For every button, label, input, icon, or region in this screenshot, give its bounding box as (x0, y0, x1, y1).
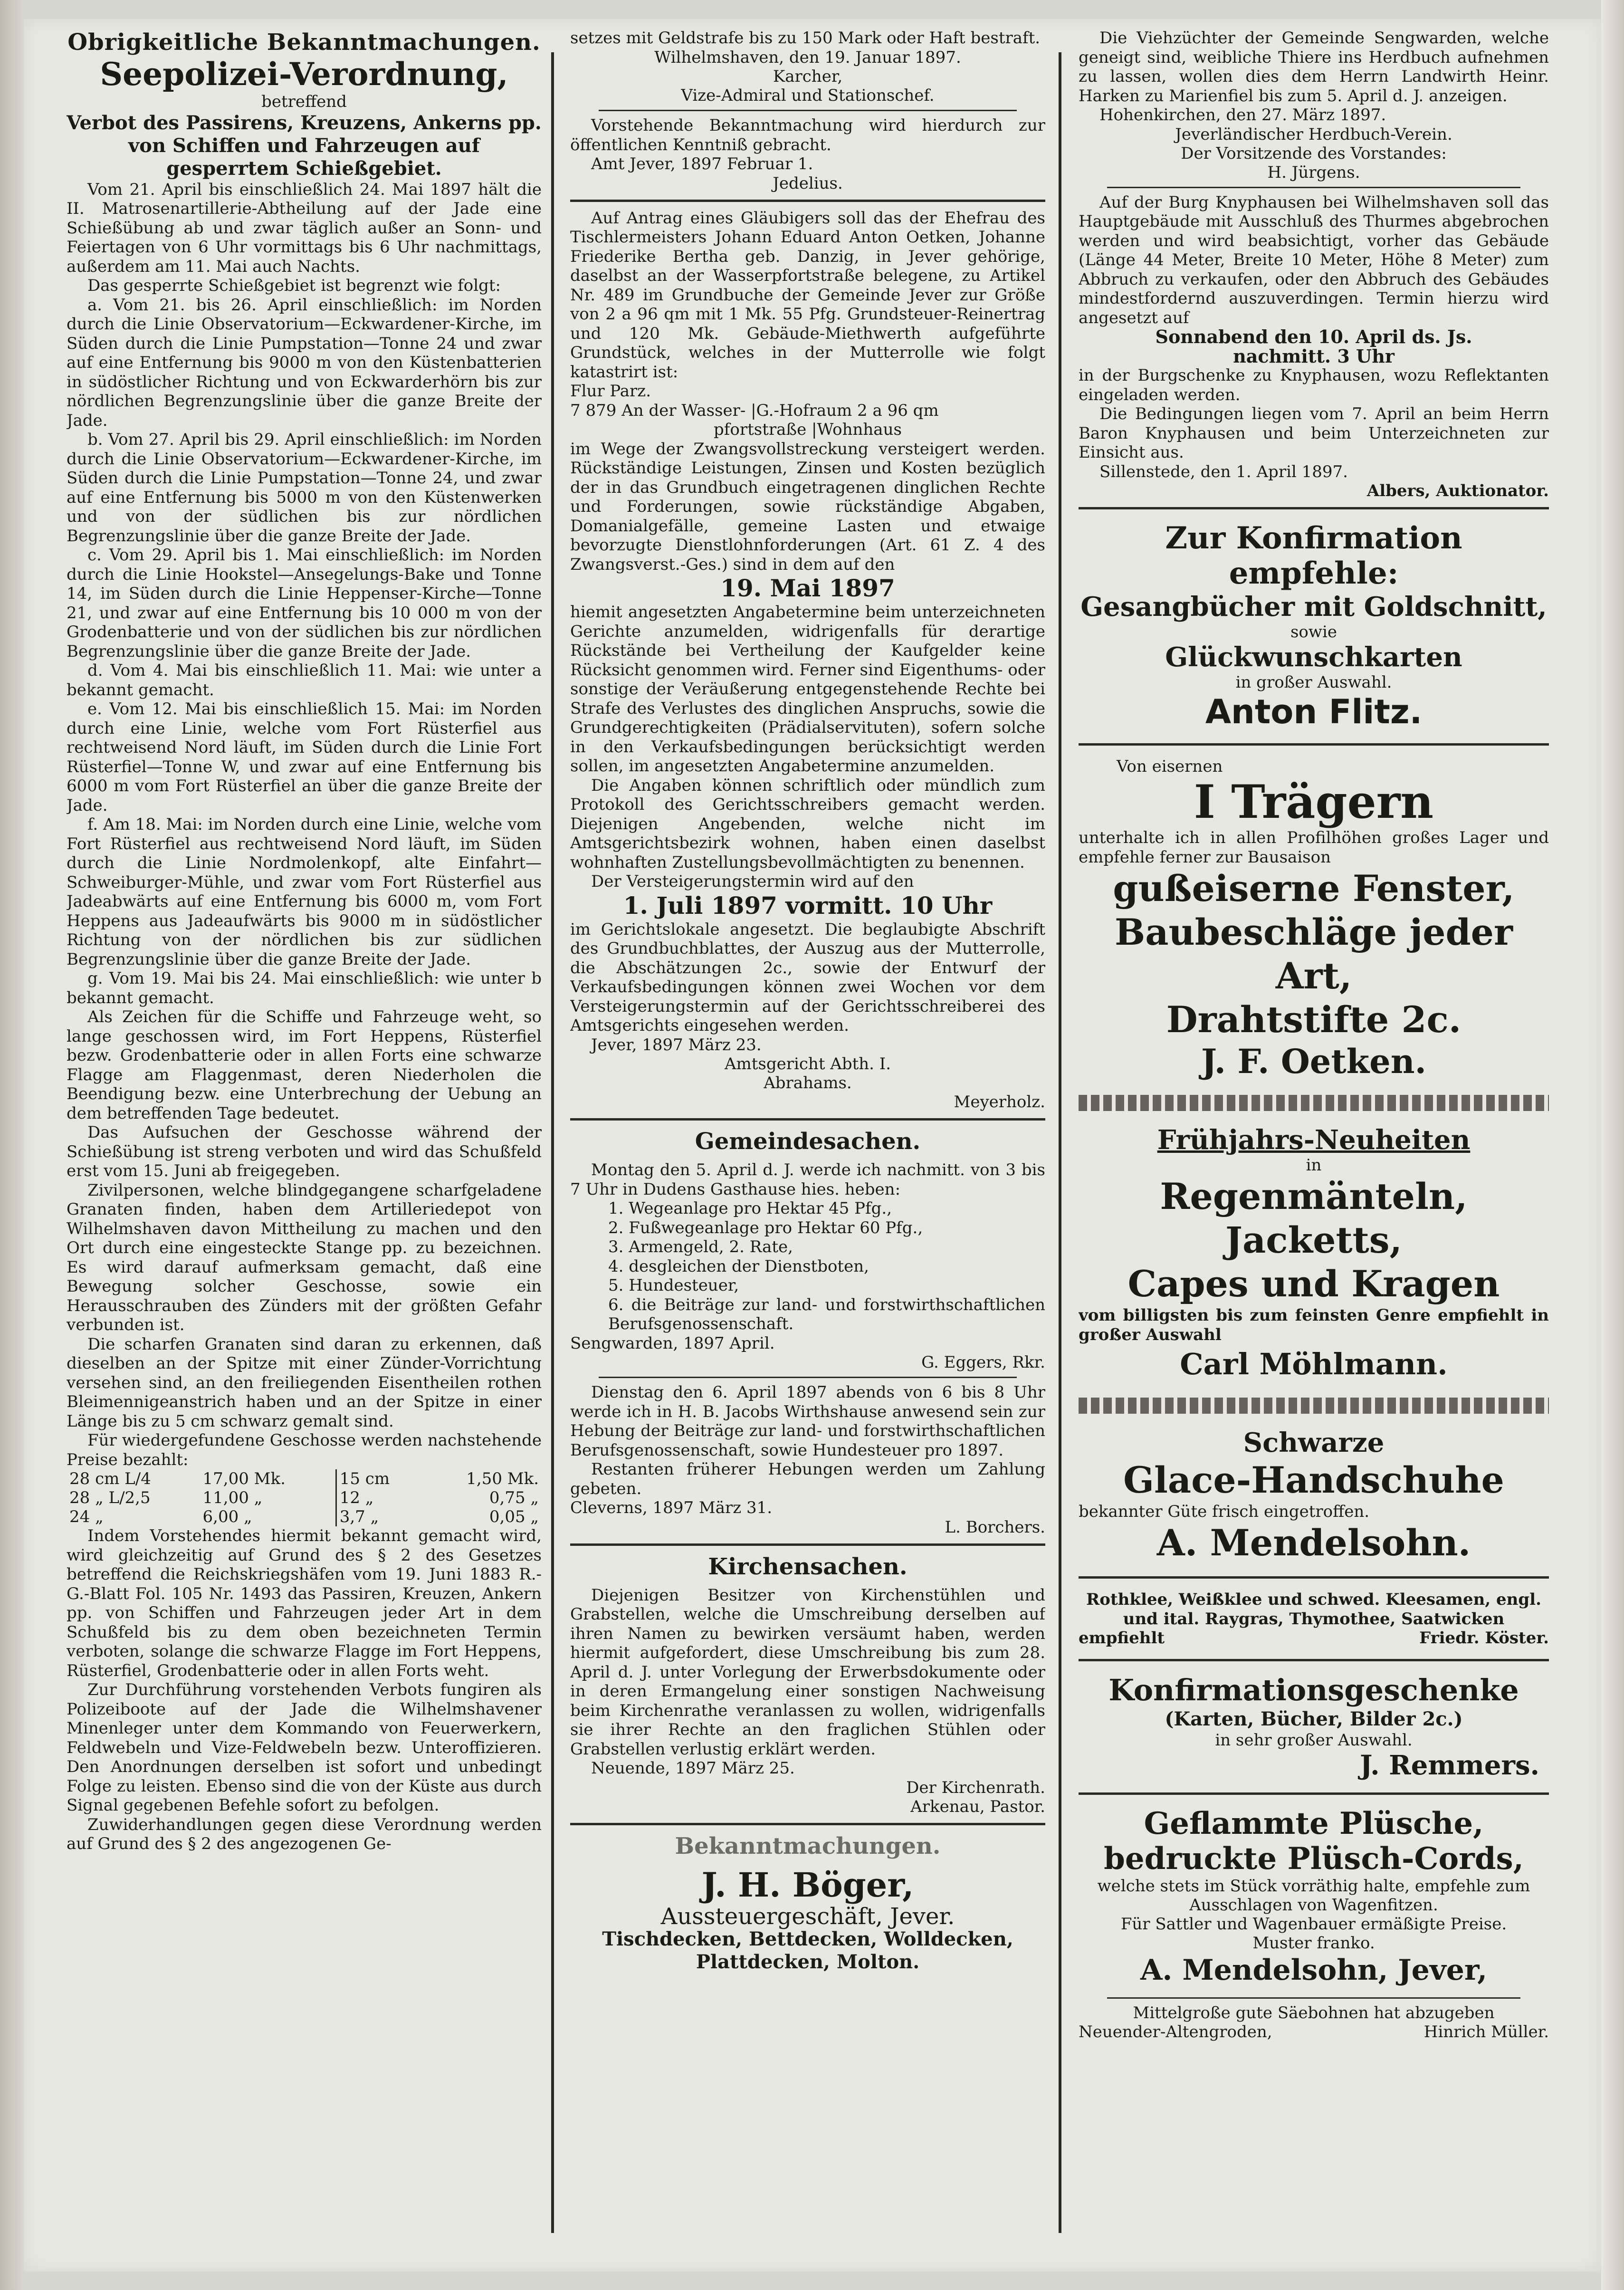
ad-text: sowie (1290, 623, 1337, 642)
divider (1107, 1997, 1520, 1999)
divider (1079, 507, 1549, 509)
paragraph: im Wege der Zwangsvollstreckung versteigert werden. Rückständige Leistungen, Zinsen und Kosten bezüglich der in das Grundbuch eingetragenen dinglichen Rechte und Forderungen, sowie rückständige Abgaben, Domanialgefälle, gemeine Lasten und etwaige bevorzugte Dienstlohnforderungen (Art. 61 Z. 4 des Zwangsverst.-Ges.) sind in dem auf den (570, 439, 1045, 574)
auction-time: nachmitt. 3 Uhr (1233, 345, 1395, 367)
paragraph: Montag den 5. April d. J. werde ich nachmitt. von 3 bis 7 Uhr in Dudens Gasthause hies. heben: (570, 1160, 1045, 1199)
divider (1079, 1792, 1549, 1795)
ad-text: Tischdecken, Bettdecken, Wolldecken, Plattdecken, Molton. (602, 1927, 1013, 1973)
list-item: b. Vom 27. April bis 29. April einschließlich: im Norden durch die Linie Observatorium—Eckwardener-Kirche, im Süden durch die Linie Pumpstation—Tonne 24, und zwar auf eine Entfernung bis 5000 m von den Küstenwerken und von der südlichen bis zur nördlichen Begrenzungslinie über die ganze Breite der Jade. (67, 430, 542, 546)
table-cell: 1,50 Mk. (466, 1469, 539, 1488)
ad-mendelsohn-gloves (1079, 1422, 1549, 1570)
paragraph: Das gesperrte Schießgebiet ist begrenzt wie folgt: (87, 276, 501, 295)
place-date: Hohenkirchen, den 27. März 1897. (1099, 105, 1386, 125)
signature-title: Jeverländischer Herdbuch-Verein. (1175, 125, 1452, 144)
list-item: 5. Hundesteuer, (608, 1276, 739, 1295)
signature-name: Karcher, (773, 67, 843, 86)
ad-koester (1079, 1585, 1549, 1652)
table-cell: 3,7 „ (336, 1507, 422, 1526)
divider (1079, 743, 1549, 746)
section-header: Gemeindesachen. (695, 1128, 921, 1155)
table-cell: 0,75 „ (489, 1488, 539, 1507)
ad-boeger (570, 1865, 1045, 1974)
list-item: 4. desgleichen der Dienstboten, (608, 1256, 869, 1276)
ordinance-title: Seepolizei-Verordnung, (100, 56, 508, 93)
ad-headline: Capes und Kragen (1127, 1263, 1500, 1305)
ad-name: Hinrich Müller. (1423, 2022, 1549, 2041)
auction-date: 19. Mai 1897 (720, 574, 895, 602)
ad-text: Für Sattler und Wagenbauer ermäßigte Preise. (1120, 1915, 1507, 1934)
column-rule (1059, 52, 1061, 2233)
list-item: e. Vom 12. Mai bis einschließlich 15. Mai: im Norden durch eine Linie, welche vom Fort Rüsterfiel aus rechtweisend Nord läuft, im Süden durch die Linie Fort Rüsterfiel—Tonne W, und zwar auf eine Entfernung bis 6000 m vom Fort Rüsterfiel an über die ganze Breite der Jade. (67, 699, 542, 815)
ad-text: Neuender-Altengroden, (1079, 2022, 1272, 2041)
list-item: 2. Fußwegeanlage pro Hektar 60 Pfg., (608, 1218, 923, 1237)
ad-name: J. F. Oetken. (1201, 1042, 1426, 1081)
divider (599, 1377, 1017, 1378)
table-row (67, 1488, 542, 1507)
divider (570, 1118, 1045, 1121)
place-date: Neuende, 1897 März 25. (591, 1759, 795, 1778)
signature-name: H. Jürgens. (1267, 163, 1360, 182)
paragraph: Die Angaben können schriftlich oder mündlich zum Protokoll des Gerichtsschreibers gemacht werden. Diejenigen Angebenden, welche nicht im Amtsgerichtsbezirk wohnen, haben einen daselbst wohnhaften Zustellungsbevollmächtigten zu benennen. (570, 776, 1045, 872)
ad-text: in (1306, 1156, 1322, 1175)
list-item: c. Vom 29. April bis 1. Mai einschließlich: im Norden durch die Linie Hookstel—Ansegelungs-Bake und Tonne 14, im Süden durch die Linie Heppenser-Kirche—Tonne 21, und zwar auf eine Entfernung bis 10 000 m von der Grodenbatterie und von der südlichen bis zur nördlichen Begrenzungslinie über die ganze Breite der Jade. (67, 546, 542, 661)
paragraph: Die Bedingungen liegen vom 7. April an beim Herrn Baron Knyphausen und beim Unterzeichneten zur Einsicht aus. (1079, 404, 1549, 462)
paragraph: Als Zeichen für die Schiffe und Fahrzeuge weht, so lange geschossen wird, im Fort Heppens, Rüsterfiel bezw. Grodenbatterie oder in allen Forts eine schwarze Flagge am Flaggenmast, deren Niederholen die Beendigung bezw. eine Unterbrechung der Uebung an dem betreffenden Tage bedeutet. (67, 1007, 542, 1123)
ordinance-betreffend: betreffend (261, 92, 347, 111)
ad-text: bekannter Güte frisch eingetroffen. (1079, 1502, 1370, 1521)
column-2 (570, 29, 1045, 2261)
paragraph: Zivilpersonen, welche blindgegangene scharfgeladene Granaten finden, haben dem Artilleriedepot von Wilhelmshaven davon Mittheilung zu machen und den Ort durch eine eingesteckte Stange pp. zu bezeichnen. Es wird darauf aufmerksam gemacht, daß eine Bewegung solcher Geschosse, sowie ein Herausschrauben des Zünders mit der größten Gefahr verbunden ist. (67, 1180, 542, 1334)
signature-name: Meyerholz. (954, 1092, 1045, 1111)
paragraph: Zuwiderhandlungen gegen diese Verordnung werden auf Grund des § 2 des angezogenen Ge- (67, 1815, 542, 1853)
signature-title: Der Vorsitzende des Vorstandes: (1181, 144, 1447, 163)
paragraph: im Gerichtslokale angesetzt. Die beglaubigte Abschrift des Grundbuchblattes, der Auszug aus der Mutterrolle, die Abschätzungen 2c., sowie der Entwurf der Verkaufsbedingungen können zwei Wochen vor dem Versteigerungstermin auf der Gerichtsschreiberei des Amtsgerichts eingesehen werden. (570, 920, 1045, 1035)
table-row (67, 1469, 542, 1488)
ad-headline: gußeiserne Fenster, (1113, 867, 1515, 910)
ad-text: in großer Auswahl. (1235, 673, 1392, 692)
ad-text: empfiehlt (1079, 1629, 1165, 1648)
ad-moehlmann (1079, 1120, 1549, 1389)
place-date: Cleverns, 1897 März 31. (570, 1498, 773, 1517)
ad-flitz (1079, 516, 1549, 737)
paragraph: Zur Durchführung vorstehenden Verbots fungiren als Polizeiboote auf der Jade die Wilhelmshavener Minenleger unter dem Kommando von Feuerwerkern, Feldwebeln und Vize-Feldwebeln bezw. Unteroffizieren. Den Anordnungen derselben ist sofort und unbedingt Folge zu leisten. Ebenso sind die von der Küste aus durch Signal gegebenen Befehle sofort zu befolgen. (67, 1680, 542, 1815)
divider (599, 110, 1017, 111)
column-1 (67, 29, 542, 2261)
paragraph: Auf der Burg Knyphausen bei Wilhelmshaven soll das Hauptgebäude mit Ausschluß des Thurmes abgebrochen werden und wird beabsichtigt, vorher das Gebäude (Länge 44 Meter, Breite 10 Meter, Höhe 8 Meter) zum Abbruch zu verkaufen, oder den Abbruch des Gebäudes mindestfordernd auszuverdingen. Termin hierzu wird angesetzt auf (1079, 192, 1549, 327)
paragraph: Indem Vorstehendes hiermit bekannt gemacht wird, wird gleichzeitig auf Grund des § 2 des Gesetzes betreffend die Reichskriegshäfen vom 19. Juni 1883 R.-G.-Blatt Fol. 105 Nr. 1493 das Passiren, Kreuzen, Ankern pp. von Schiffen und Fahrzeugen jeder Art in dem Schußfeld bis zu dem oben bezeichneten Termin verboten, solange die schwarze Flagge im Fort Heppens, Rüsterfiel, Grodenbatterie oder in allen Forts weht. (67, 1526, 542, 1680)
ad-text: vom billigsten bis zum feinsten Genre empfiehlt in großer Auswahl (1079, 1306, 1549, 1344)
divider (1079, 1576, 1549, 1579)
ad-headline: Schwarze (1243, 1427, 1385, 1458)
paragraph: Der Versteigerungstermin wird auf den (591, 872, 914, 891)
list-item: g. Vom 19. Mai bis 24. Mai einschließlich: wie unter b bekannt gemacht. (67, 969, 542, 1007)
ad-headline: Gesangbücher mit Goldschnitt, (1080, 591, 1547, 623)
ad-headline: Drahtstifte 2c. (1166, 998, 1462, 1041)
ad-headline: Geflammte Plüsche, (1144, 1806, 1484, 1841)
ad-headline: bedruckte Plüsch-Cords, (1104, 1841, 1524, 1877)
ordinance-subtitle: Verbot des Passirens, Kreuzens, Ankerns pp. von Schiffen und Fahrzeugen auf gesperrtem Schießgebiet. (67, 111, 542, 180)
table-row: 7 879 An der Wasser- |G.-Hofraum 2 a 96 qm (570, 401, 939, 420)
column-3 (1079, 29, 1549, 2261)
paragraph: Vom 21. April bis einschließlich 24. Mai 1897 hält die II. Matrosenartillerie-Abtheilung auf der Jade eine Schießübung ab und zwar täglich außer an Sonn- und Feiertagen von 6 Uhr vormittags bis 6 Uhr nachmittags, außerdem am 11. Mai auch Nachts. (67, 180, 542, 276)
divider (570, 1823, 1045, 1825)
place-date: Sengwarden, 1897 April. (570, 1333, 775, 1353)
signature-name: Jedelius. (773, 173, 843, 193)
ad-text: welche stets im Stück vorräthig halte, empfehle zum Ausschlagen von Wagenfitzen. (1097, 1877, 1530, 1915)
table-row (67, 1507, 542, 1526)
ad-headline: Glace-Handschuhe (1123, 1459, 1504, 1501)
ornament-divider (1079, 1398, 1549, 1414)
page-edge (1601, 0, 1624, 2290)
list-item: 1. Wegeanlage pro Hektar 45 Pfg., (608, 1199, 892, 1218)
table-header: Flur Parz. (570, 382, 651, 401)
signature-name: G. Eggers, Rkr. (921, 1353, 1045, 1372)
signature-title: Vize-Admiral und Stationschef. (681, 86, 935, 105)
list-item: d. Vom 4. Mai bis einschließlich 11. Mai: wie unter a bekannt gemacht. (67, 661, 542, 699)
paragraph: Dienstag den 6. April 1897 abends von 6 bis 8 Uhr werde ich in H. B. Jacobs Wirthshause anwesend sein zur Hebung der Beiträge zur land- und forstwirthschaftlichen Berufsgenossenschaft, sowie Hundesteuer pro 1897. (570, 1383, 1045, 1460)
place-date: Wilhelmshaven, den 19. Januar 1897. (654, 48, 961, 67)
auction-date: 1. Juli 1897 vormitt. 10 Uhr (623, 891, 993, 920)
ad-headline: Zur Konfirmation empfehle: (1165, 520, 1462, 591)
signature-name: Albers, Auktionator. (1366, 481, 1549, 500)
ad-headline: Baubeschläge jeder Art, (1114, 911, 1513, 997)
ad-remmers (1079, 1668, 1549, 1786)
ad-oetken (1079, 752, 1549, 1086)
ad-subtitle: Aussteuergeschäft, Jever. (660, 1903, 955, 1930)
paragraph: Restanten früherer Hebungen werden um Zahlung gebeten. (570, 1460, 1045, 1498)
paragraph: Die Viehzüchter der Gemeinde Sengwarden, welche geneigt sind, weibliche Thiere ins Herdbuch aufnehmen zu lassen, wollen dies dem Herrn Landwirth Heinr. Harken zu Marienfiel bis zum 5. April d. J. anzeigen. (1079, 29, 1549, 105)
section-header: Bekanntmachungen. (675, 1832, 941, 1859)
ad-headline: I Trägern (1194, 775, 1434, 829)
place-date: Amt Jever, 1897 Februar 1. (591, 154, 813, 173)
ad-name: Anton Flitz. (1205, 692, 1423, 731)
signature-title: Amtsgericht Abth. I. (724, 1054, 891, 1073)
paragraph: hiemit angesetzten Angabetermine beim unterzeichneten Gerichte anzumelden, widrigenfalls für derartige Rückstände bei Vertheilung der Kaufgelder keine Rücksicht genommen wird. Ferner sind Eigenthums- oder sonstige der Veräußerung entgegenstehende Rechte bei Strafe des Verlustes des dinglichen Anspruchs, sowie die Grundgerechtigkeiten (Prädialservituten), sofern solche in den Verkaufsbedingungen berücksichtigt werden sollen, im angesetzten Angabetermine anzumelden. (570, 603, 1045, 776)
ad-name: A. Mendelsohn, Jever, (1140, 1954, 1488, 1987)
ad-footer (1079, 2022, 1549, 2041)
section-header: Obrigkeitliche Bekanntmachungen. (67, 29, 541, 56)
list-item: 6. die Beiträge zur land- und forstwirthschaftlichen Berufsgenossenschaft. (608, 1295, 1045, 1333)
divider (1107, 187, 1520, 188)
book-spine (0, 0, 24, 2290)
ad-text: Mittelgroße gute Säebohnen hat abzugeben (1133, 2003, 1495, 2022)
column-rule (551, 52, 554, 2233)
ad-text: Muster franko. (1252, 1934, 1375, 1953)
paragraph: Auf Antrag eines Gläubigers soll das der Ehefrau des Tischlermeisters Johann Eduard Anton Oetken, Johanne Friederike Bertha geb. Danzig, in Jever gehörige, daselbst an der Wasserpfortstraße belegene, zu Artikel Nr. 489 im Grundbuche der Gemeinde Jever zur Größe von 2 a 96 qm mit 1 Mk. 55 Pfg. Grundsteuer-Reinertrag und 120 Mk. Gebäude-Miethwerth aufgeführte Grundstück, welches in der Mutterrolle wie folgt katastrirt ist: (570, 208, 1045, 382)
auction-date: Sonnabend den 10. April ds. Js. (1155, 326, 1472, 347)
ad-text: in sehr großer Auswahl. (1215, 1731, 1413, 1750)
ad-mueller (1079, 2003, 1549, 2041)
ad-headline: Konfirmationsgeschenke (1108, 1673, 1519, 1707)
ad-text: (Karten, Bücher, Bilder 2c.) (1165, 1708, 1463, 1730)
paragraph: Für wiedergefundene Geschosse werden nachstehende Preise bezahlt: (67, 1431, 542, 1469)
ad-name: J. H. Böger, (701, 1865, 914, 1905)
table-cell: 11,00 „ (202, 1488, 263, 1507)
place-date: Jever, 1897 März 23. (591, 1035, 762, 1054)
ad-name: Friedr. Köster. (1419, 1629, 1549, 1648)
table-cell: 28 cm L/4 (69, 1469, 151, 1488)
place-date: Sillenstede, den 1. April 1897. (1099, 462, 1348, 481)
paragraph: Vorstehende Bekanntmachung wird hierdurch zur öffentlichen Kenntniß gebracht. (570, 116, 1045, 154)
paragraph: setzes mit Geldstrafe bis zu 150 Mark oder Haft bestraft. (570, 29, 1041, 48)
paragraph: Diejenigen Besitzer von Kirchenstühlen und Grabstellen, welche die Umschreibung derselben auf ihren Namen zu bewirken versäumt haben, werden hiermit aufgefordert, diese Umschreibung bis zum 28. April d. J. unter Vorlegung der Erwerbsdokumente oder in deren Ermangelung einer sonstigen Nachweisung beim Kirchenrathe veranlassen zu wollen, widrigenfalls sie ihrer Rechte an den fraglichen Stühlen oder Grabstellen verlustig erklärt werden. (570, 1585, 1045, 1759)
ad-text: unterhalte ich in allen Profilhöhen großes Lager und empfehle ferner zur Bausaison (1079, 828, 1549, 867)
divider (1079, 1659, 1549, 1661)
ad-name: Carl Möhlmann. (1180, 1347, 1448, 1381)
table-cell: 24 „ (69, 1507, 104, 1526)
section-header: Kirchensachen. (708, 1553, 908, 1580)
table-cell: 15 cm (336, 1469, 422, 1488)
ad-footer (1079, 1629, 1549, 1648)
paragraph: Die scharfen Granaten sind daran zu erkennen, daß dieselben an der Spitze mit einer Zünder-Vorrichtung versehen sind, an den freiliegenden Eisentheilen rothen Bleimennigeanstrich haben und an der Spitze in einer Länge bis zu 5 cm schwarz gemalt sind. (67, 1334, 542, 1431)
divider (570, 1543, 1045, 1546)
table-row: pfortstraße |Wohnhaus (714, 420, 902, 439)
divider (570, 200, 1045, 202)
list-item: f. Am 18. Mai: im Norden durch eine Linie, welche vom Fort Rüsterfiel aus rechtweisend Nord läuft, im Süden durch die Linie Nordmolenkopf, alte Einfahrt—Schweiburger-Mühle, und zwar vom Fort Rüsterfiel aus Jadeabwärts auf eine Entfernung bis 6000 m, vom Fort Heppens aus Jadeaufwärts bis 9000 m in südöstlicher Richtung von der nördlichen bis zur südlichen Begrenzungslinie über die ganze Breite der Jade. (67, 815, 542, 969)
signature-name: L. Borchers. (945, 1517, 1045, 1537)
ad-headline: Glückwunschkarten (1165, 642, 1462, 673)
table-cell: 17,00 Mk. (202, 1469, 286, 1488)
table-cell: 28 „ L/2,5 (69, 1488, 151, 1507)
list-item: 3. Armengeld, 2. Rate, (608, 1237, 793, 1256)
ad-name: A. Mendelsohn. (1156, 1522, 1471, 1564)
table-cell: 6,00 „ (202, 1507, 252, 1526)
ad-name: J. Remmers. (1360, 1750, 1539, 1781)
table-cell: 0,05 „ (489, 1507, 539, 1526)
paragraph: Das Aufsuchen der Geschosse während der Schießübung ist streng verboten und wird das Schußfeld erst vom 15. Juni ab freigegeben. (67, 1123, 542, 1180)
signature-name: Arkenau, Pastor. (910, 1797, 1045, 1816)
price-table (67, 1469, 542, 1526)
signature-name: Abrahams. (764, 1073, 852, 1092)
ad-text: Von eisernen (1117, 757, 1223, 776)
paragraph: in der Burgschenke zu Knyphausen, wozu Reflektanten eingeladen werden. (1079, 366, 1549, 404)
ad-headline: Frühjahrs-Neuheiten (1157, 1124, 1471, 1156)
ad-mendelsohn-plush (1079, 1801, 1549, 1993)
signature-title: Der Kirchenrath. (906, 1778, 1045, 1797)
list-item: a. Vom 21. bis 26. April einschließlich: im Norden durch die Linie Observatorium—Eckwardener-Kirche, im Süden durch die Linie Pumpstation—Tonne 24 und zwar auf eine Entfernung bis 9000 m von den Küstenbatterien in südöstlicher Richtung und von Eckwarderhörn bis zur nördlichen Begrenzungslinie über die ganze Breite der Jade. (67, 295, 542, 430)
ornament-divider (1079, 1095, 1549, 1111)
ad-headline: Regenmänteln, Jacketts, (1160, 1175, 1468, 1261)
table-cell: 12 „ (336, 1488, 422, 1507)
ad-text: Rothklee, Weißklee und schwed. Kleesamen, engl. und ital. Raygras, Thymothee, Saatwicken (1086, 1590, 1541, 1629)
